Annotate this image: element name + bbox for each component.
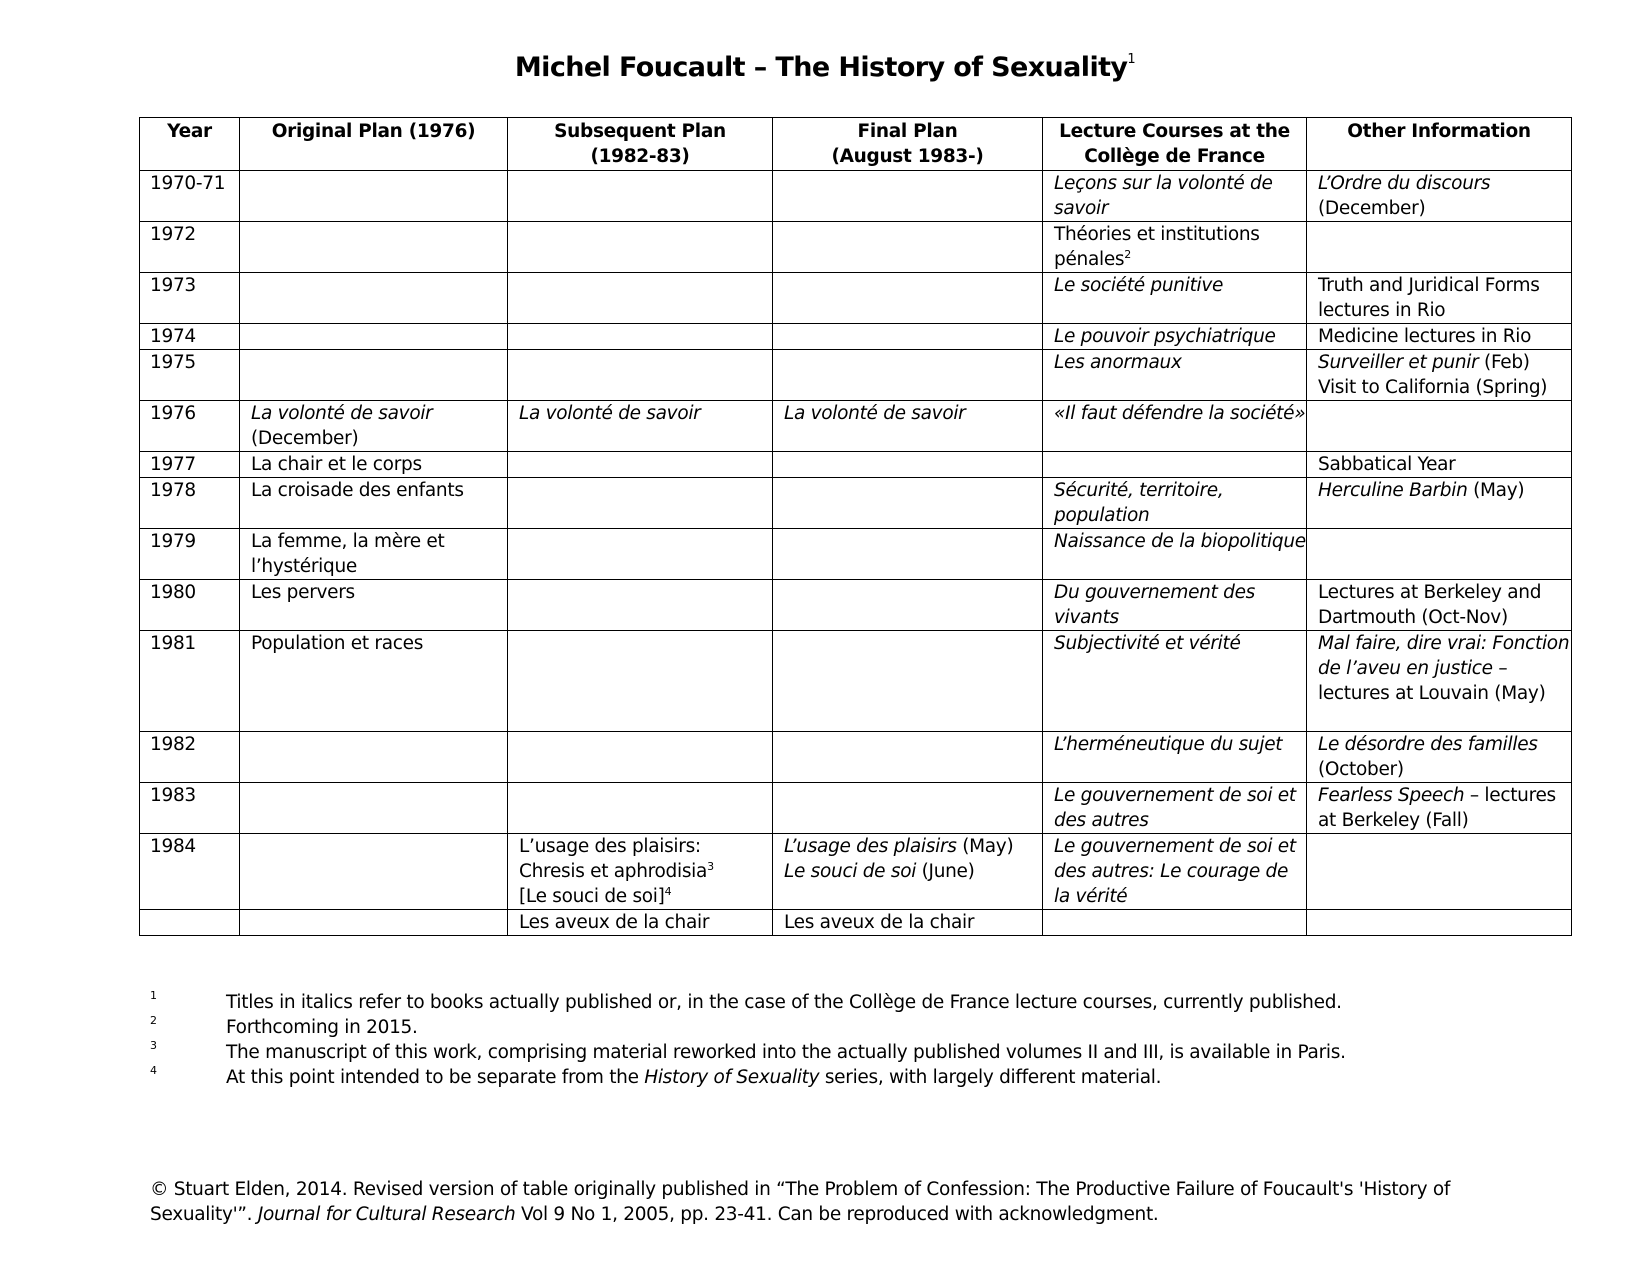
footnote-text: Titles in italics refer to books actually published or, in the case of the Collège de France lecture courses, currently published. — [226, 992, 1342, 1013]
footnote-text: Forthcoming in 2015. — [226, 1017, 418, 1038]
footnote-text: At this point intended to be separate from the History of Sexuality series, with largely different material. — [226, 1067, 1162, 1088]
title-text: Michel Foucault – The History of Sexuality — [514, 52, 1128, 83]
footnote-ref: 4 — [664, 885, 672, 898]
original-plan-cell: Les pervers — [240, 580, 508, 631]
lecture-course-cell: Le gouvernement de soi et des autres: Le courage de la vérité — [1043, 834, 1307, 910]
lecture-course-cell: Subjectivité et vérité — [1043, 631, 1307, 732]
final-plan-cell — [773, 529, 1043, 580]
year-cell: 1970-71 — [140, 171, 240, 222]
subsequent-plan-cell: Les aveux de la chair — [508, 910, 773, 936]
other-info-cell — [1307, 910, 1572, 936]
original-plan-cell: La volonté de savoir (December) — [240, 401, 508, 452]
header-lecture-courses: Lecture Courses at the Collège de France — [1043, 118, 1307, 171]
table-row — [140, 732, 1572, 783]
header-year: Year — [140, 118, 240, 171]
subsequent-plan-cell — [508, 478, 773, 529]
other-info-cell — [1307, 529, 1572, 580]
header-subsequent-plan: Subsequent Plan (1982-83) — [508, 118, 773, 171]
final-plan-cell — [773, 222, 1043, 273]
footnote — [150, 1065, 1550, 1090]
lecture-course-cell: Leçons sur la volonté de savoir — [1043, 171, 1307, 222]
year-cell: 1982 — [140, 732, 240, 783]
other-info-cell: L’Ordre du discours (December) — [1307, 171, 1572, 222]
final-plan-cell — [773, 478, 1043, 529]
table-row — [140, 324, 1572, 350]
original-plan-cell: Population et races — [240, 631, 508, 732]
lecture-course-cell: Le gouvernement de soi et des autres — [1043, 783, 1307, 834]
year-cell — [140, 910, 240, 936]
other-info-cell: Mal faire, dire vrai: Fonction de l’aveu en justice – lectures at Louvain (May) — [1307, 631, 1572, 732]
final-plan-cell — [773, 452, 1043, 478]
copyright-notice: © Stuart Elden, 2014. Revised version of table originally published in “The Problem of Confession: The Productive Failure of Foucault's 'History of Sexuality'”. Journal for Cultural Research Vol 9 No 1, 2005, pp. 23-41. Can be reproduced with acknowledgment. — [150, 1179, 1451, 1225]
header-row — [140, 118, 1572, 171]
lecture-course-cell: Du gouvernement des vivants — [1043, 580, 1307, 631]
original-plan-cell — [240, 350, 508, 401]
other-info-cell — [1307, 222, 1572, 273]
footnote — [150, 1040, 1550, 1065]
other-info-cell: Le désordre des familles (October) — [1307, 732, 1572, 783]
lecture-course-cell — [1043, 910, 1307, 936]
subsequent-plan-cell: La volonté de savoir — [508, 401, 773, 452]
final-plan-cell: La volonté de savoir — [773, 401, 1043, 452]
year-cell: 1975 — [140, 350, 240, 401]
footnote-ref: 2 — [1124, 248, 1131, 261]
subsequent-plan-cell — [508, 273, 773, 324]
footnotes — [150, 990, 1550, 1090]
final-plan-cell — [773, 273, 1043, 324]
table-row — [140, 529, 1572, 580]
title-footnote-ref: 1 — [1127, 52, 1136, 67]
other-info-cell: Medicine lectures in Rio — [1307, 324, 1572, 350]
footnote-number: 4 — [150, 1064, 157, 1077]
original-plan-cell: La chair et le corps — [240, 452, 508, 478]
lecture-course-cell: Naissance de la biopolitique — [1043, 529, 1307, 580]
history-of-sexuality-table — [139, 117, 1572, 936]
other-info-cell: Lectures at Berkeley and Dartmouth (Oct-Nov) — [1307, 580, 1572, 631]
final-plan-cell: L’usage des plaisirs (May) Le souci de soi (June) — [773, 834, 1043, 910]
other-info-cell: Truth and Juridical Forms lectures in Rio — [1307, 273, 1572, 324]
year-cell: 1983 — [140, 783, 240, 834]
original-plan-cell: La femme, la mère et l’hystérique — [240, 529, 508, 580]
subsequent-plan-cell — [508, 350, 773, 401]
table-row — [140, 452, 1572, 478]
other-info-cell: Surveiller et punir (Feb) Visit to California (Spring) — [1307, 350, 1572, 401]
original-plan-cell: La croisade des enfants — [240, 478, 508, 529]
table-row — [140, 401, 1572, 452]
original-plan-cell — [240, 222, 508, 273]
lecture-course-cell — [1043, 452, 1307, 478]
final-plan-cell — [773, 783, 1043, 834]
final-plan-cell — [773, 350, 1043, 401]
original-plan-cell — [240, 910, 508, 936]
year-cell: 1981 — [140, 631, 240, 732]
table-row — [140, 171, 1572, 222]
subsequent-plan-cell — [508, 783, 773, 834]
year-cell: 1972 — [140, 222, 240, 273]
original-plan-cell — [240, 171, 508, 222]
final-plan-cell — [773, 324, 1043, 350]
header-final-plan: Final Plan (August 1983-) — [773, 118, 1043, 171]
subsequent-plan-cell — [508, 171, 773, 222]
lecture-course-cell: L’herméneutique du sujet — [1043, 732, 1307, 783]
lecture-course-cell: Les anormaux — [1043, 350, 1307, 401]
table-row — [140, 478, 1572, 529]
footnote — [150, 1015, 1550, 1040]
footnote-number: 3 — [150, 1039, 157, 1052]
year-cell: 1979 — [140, 529, 240, 580]
other-info-cell: Sabbatical Year — [1307, 452, 1572, 478]
subsequent-plan-cell — [508, 452, 773, 478]
table-row — [140, 350, 1572, 401]
footnote-number: 2 — [150, 1014, 157, 1027]
final-plan-cell — [773, 171, 1043, 222]
year-cell: 1984 — [140, 834, 240, 910]
year-cell: 1974 — [140, 324, 240, 350]
final-plan-cell — [773, 580, 1043, 631]
lecture-course-cell: Le société punitive — [1043, 273, 1307, 324]
other-info-cell: Fearless Speech – lectures at Berkeley (Fall) — [1307, 783, 1572, 834]
table-row — [140, 834, 1572, 910]
year-cell: 1980 — [140, 580, 240, 631]
journal-title: Journal for Cultural Research — [257, 1204, 516, 1225]
final-plan-cell — [773, 732, 1043, 783]
footnote-text: The manuscript of this work, comprising material reworked into the actually published volumes II and III, is available in Paris. — [226, 1042, 1346, 1063]
table-row — [140, 222, 1572, 273]
footnote-number: 1 — [150, 989, 157, 1002]
table-row — [140, 580, 1572, 631]
original-plan-cell — [240, 834, 508, 910]
year-cell: 1973 — [140, 273, 240, 324]
original-plan-cell — [240, 783, 508, 834]
original-plan-cell — [240, 324, 508, 350]
lecture-course-cell: Sécurité, territoire, population — [1043, 478, 1307, 529]
subsequent-plan-cell — [508, 732, 773, 783]
final-plan-cell: Les aveux de la chair — [773, 910, 1043, 936]
lecture-course-cell: Théories et institutions pénales$^2$ — [1043, 222, 1307, 273]
final-plan-cell — [773, 631, 1043, 732]
table-row — [140, 631, 1572, 732]
year-cell: 1977 — [140, 452, 240, 478]
document-title — [0, 52, 1650, 83]
year-cell: 1978 — [140, 478, 240, 529]
table-row — [140, 783, 1572, 834]
header-other-information: Other Information — [1307, 118, 1572, 171]
other-info-cell: Herculine Barbin (May) — [1307, 478, 1572, 529]
subsequent-plan-cell: L’usage des plaisirs: Chresis et aphrodisia$^3$ [Le souci de soi]$^4$ — [508, 834, 773, 910]
year-cell: 1976 — [140, 401, 240, 452]
lecture-course-cell: Le pouvoir psychiatrique — [1043, 324, 1307, 350]
subsequent-plan-cell — [508, 580, 773, 631]
footnote-ref: 3 — [707, 860, 714, 873]
other-info-cell — [1307, 401, 1572, 452]
table-row — [140, 273, 1572, 324]
subsequent-plan-cell — [508, 529, 773, 580]
footnote — [150, 990, 1550, 1015]
original-plan-cell — [240, 273, 508, 324]
lecture-course-cell: «Il faut défendre la société» — [1043, 401, 1307, 452]
subsequent-plan-cell — [508, 631, 773, 732]
subsequent-plan-cell — [508, 222, 773, 273]
header-original-plan: Original Plan (1976) — [240, 118, 508, 171]
other-info-cell — [1307, 834, 1572, 910]
table-row — [140, 910, 1572, 936]
original-plan-cell — [240, 732, 508, 783]
subsequent-plan-cell — [508, 324, 773, 350]
